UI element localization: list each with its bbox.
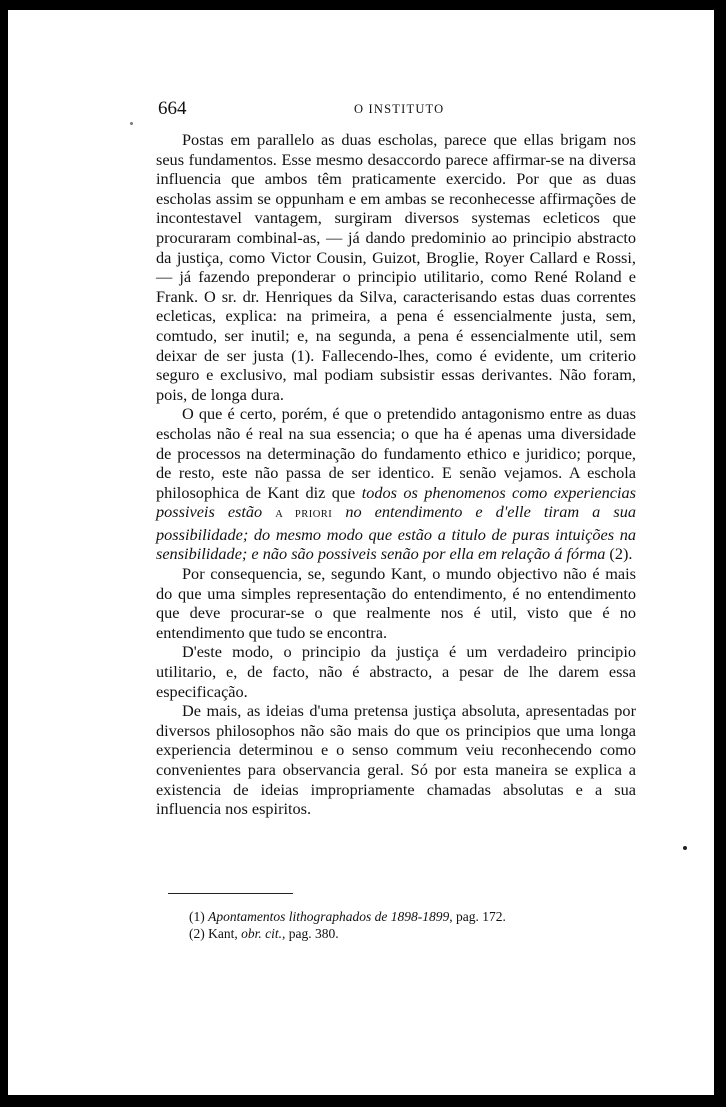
body-text [156,130,636,819]
footnote-divider [168,893,293,894]
footnote-1-title: Apontamentos lithographados de 1898-1899, [208,909,453,924]
paragraph-2-text: O que é certo, porém, é que o pretendido antagonismo entre as duas escholas não é real na sua essencia; o que ha é apenas uma diversidade de processos na determinação do fundamento ethico e juridico; porque, de resto, este não passa de ser identico. E senão vejamos. A eschola philosophica de Kant diz que [156,404,636,502]
paragraph-4: D'este modo, o principio da justiça é um verdadeiro principio utilitario, e, de facto, não é abstracto, a pesar de lhe darem essa especificação. [156,642,636,701]
paragraph-2 [156,404,636,564]
footnote-1-page: pag. 172. [456,909,506,924]
footnote-2-number: (2) [189,926,205,941]
running-title: O INSTITUTO [354,102,445,116]
footnote-2-page: pag. 380. [288,926,339,941]
footnote-2 [189,925,629,942]
a-priori: A PRIORI [275,509,333,521]
footnote-2-author: Kant, [208,926,238,941]
footnotes [189,908,629,942]
paragraph-3: Por consequencia, se, segundo Kant, o mundo objectivo não é mais do que uma simples representação do entendimento, é no entendimento que deve procurar-se o que realmente nos é util, visto que é no entendimento que tudo se encontra. [156,564,636,642]
ink-speck [683,846,687,850]
page-header [8,98,714,128]
footnote-1-number: (1) [189,909,205,924]
kant-quote-part-2: no entendimento e d'elle tiram a sua possibilidade; do mesmo modo que estão a titulo de puras intuições na sensibilidade; e não são possiveis senão por ella em relação á fórma [156,502,636,564]
paragraph-1: Postas em parallelo as duas escholas, parece que ellas brigam nos seus fundamentos. Esse mesmo desaccordo parece affirmar-se na diversa influencia que ambos têm praticamente exercido. Por que as duas escholas assim se oppunham e em ambas se reconhecesse affirmações de incontestavel vantagem, surgiram diversos systemas ecleticos que procuraram combinal-as, — já dando predominio ao principio abstracto da justiça, como Victor Cousin, Guizot, Broglie, Royer Callard e Rossi, — já fazendo preponderar o principio utilitario, como René Roland e Frank. O sr. dr. Henriques da Silva, caracterisando estas duas correntes ecleticas, explica: na primeira, a pena é essencialmente justa, sem, comtudo, ser inutil; e, na segunda, a pena é essencialmente util, sem deixar de ser justa (1). Fallecendo-lhes, como é evidente, um criterio seguro e exclusivo, mal podiam subsistir essas derivantes. Não foram, pois, de longa dura. [156,130,636,404]
footnote-1 [189,908,629,925]
footnote-2-work: obr. cit., [241,926,286,941]
page-number: 664 [158,98,187,119]
ink-speck [130,122,133,125]
page-sheet [8,10,714,1095]
kant-quote-part-1: todos os phenomenos como experiencias possiveis estão [156,482,637,522]
footnote-ref-2: (2). [609,544,633,564]
paragraph-5: De mais, as ideias d'uma pretensa justiça absoluta, apresentadas por diversos philosophos não são mais do que os principios que uma longa experiencia determinou e o senso commum veiu reconhecendo como convenientes para observancia geral. Só por esta maneira se explica a existencia de ideias impropriamente chamadas absolutas e a sua influencia nos espiritos. [156,701,636,819]
